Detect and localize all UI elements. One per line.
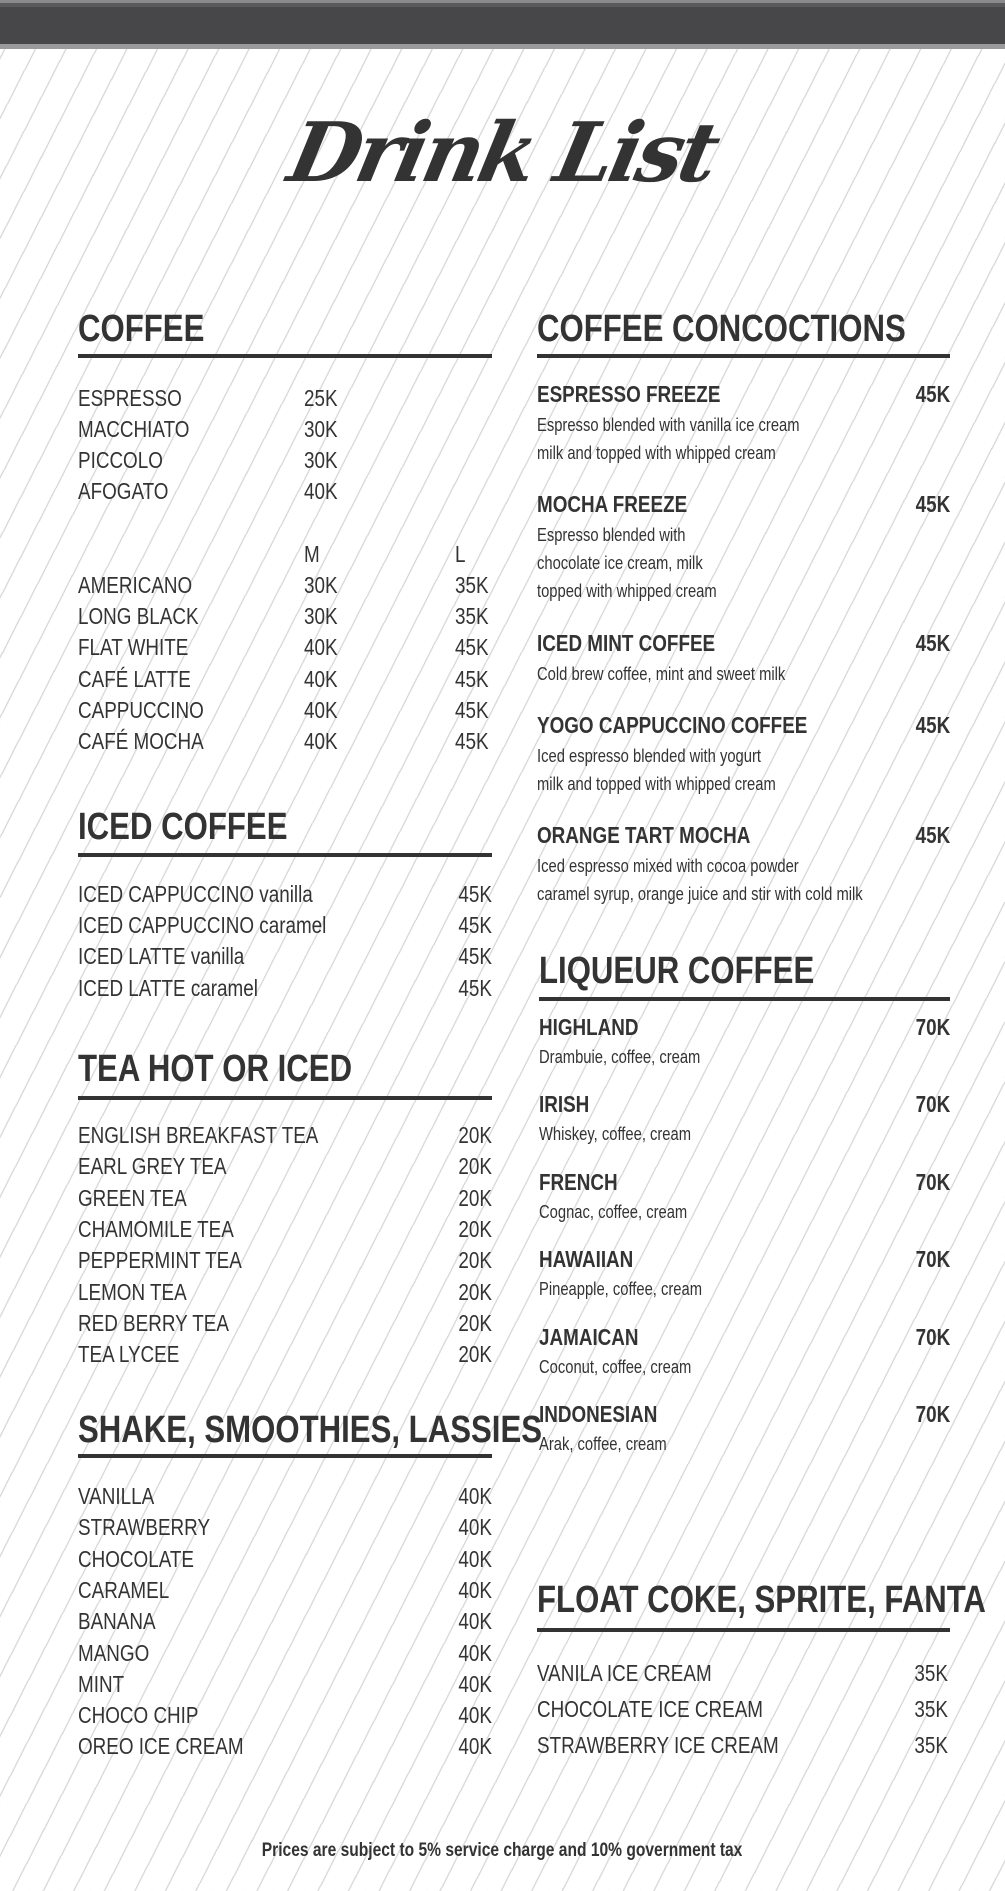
menu-item-name: CARAMEL	[78, 1576, 170, 1603]
menu-item-name: ICED CAPPUCCINO caramel	[78, 912, 327, 939]
menu-item-price: 40K	[304, 478, 338, 504]
menu-item-price: 45K	[458, 881, 492, 907]
top-banner	[0, 0, 1005, 49]
menu-item-price: 35K	[914, 1696, 948, 1722]
menu-item-description: chocolate ice cream, milk	[537, 553, 703, 573]
menu-item-name: ENGLISH BREAKFAST TEA	[78, 1122, 319, 1148]
section-heading-iced-coffee: ICED COFFEE	[78, 806, 288, 848]
menu-item-price-medium: 30K	[304, 603, 338, 630]
menu-item-name: ESPRESSO	[78, 385, 182, 411]
menu-item-name: STRAWBERRY	[78, 1514, 211, 1541]
menu-item-name: PICCOLO	[78, 447, 163, 473]
menu-item-price: 45K	[915, 491, 950, 517]
menu-item-price-medium: 30K	[304, 572, 338, 598]
menu-item-description: topped with whipped cream	[537, 581, 717, 601]
footer-note: Prices are subject to 5% service charge and 10% government tax	[262, 1840, 743, 1861]
menu-item-name: VANILA ICE CREAM	[537, 1660, 712, 1686]
menu-item-price-large: 45K	[455, 696, 489, 723]
menu-item-price: 45K	[915, 712, 950, 738]
menu-item-price: 40K	[458, 1514, 492, 1541]
menu-item-price: 20K	[458, 1215, 492, 1242]
section-heading-float: FLOAT COKE, SPRITE, FANTA	[537, 1579, 986, 1621]
menu-item-price: 20K	[458, 1341, 492, 1368]
menu-item-name: CHAMOMILE TEA	[78, 1215, 234, 1242]
menu-item-price: 30K	[304, 447, 338, 473]
menu-item-name: STRAWBERRY ICE CREAM	[537, 1732, 779, 1758]
section-heading-shakes: SHAKE, SMOOTHIES, LASSIES	[78, 1409, 543, 1451]
menu-item-name: JAMAICAN	[539, 1323, 639, 1350]
menu-item-price-medium: 40K	[304, 634, 338, 661]
menu-item-name: CHOCOLATE	[78, 1545, 194, 1572]
menu-item-price-medium: 40K	[304, 665, 338, 692]
menu-item-name: FLAT WHITE	[78, 634, 189, 661]
menu-item-price: 40K	[458, 1639, 492, 1666]
menu-item-name: GREEN TEA	[78, 1184, 187, 1211]
menu-item-price: 20K	[458, 1309, 492, 1336]
menu-item-name: VANILLA	[78, 1483, 155, 1509]
section-heading-tea: TEA HOT OR ICED	[78, 1048, 353, 1090]
menu-item-name: LONG BLACK	[78, 603, 199, 630]
menu-item-description: Whiskey, coffee, cream	[539, 1124, 692, 1145]
menu-item-price: 40K	[458, 1702, 492, 1729]
menu-item-name: YOGO CAPPUCCINO COFFEE	[537, 712, 808, 738]
menu-item-price: 45K	[915, 381, 950, 407]
section-divider	[537, 354, 950, 358]
menu-item-name: AMERICANO	[78, 572, 193, 598]
menu-item-price: 20K	[458, 1184, 492, 1211]
section-heading-coffee-concoctions: COFFEE CONCOCTIONS	[537, 308, 906, 350]
menu-item-price: 20K	[458, 1122, 492, 1148]
menu-item-price: 30K	[304, 416, 338, 442]
section-divider	[78, 1096, 492, 1100]
menu-item-name: CAFÉ LATTE	[78, 665, 191, 692]
menu-item-name: CHOCO CHIP	[78, 1702, 199, 1729]
menu-item-price: 70K	[915, 1014, 950, 1040]
menu-item-price: 45K	[458, 943, 492, 970]
menu-item-price: 70K	[915, 1401, 950, 1427]
menu-item-description: Iced espresso mixed with cocoa powder	[537, 856, 799, 876]
menu-item-name: EARL GREY TEA	[78, 1153, 227, 1180]
menu-item-name: TEA LYCEE	[78, 1341, 180, 1368]
menu-item-name: ICED CAPPUCCINO vanilla	[78, 881, 313, 907]
menu-item-description: Arak, coffee, cream	[539, 1434, 667, 1454]
menu-item-description: Iced espresso blended with yogurt	[537, 746, 762, 766]
section-heading-liqueur-coffee: LIQUEUR COFFEE	[539, 950, 815, 992]
menu-item-name: BANANA	[78, 1608, 156, 1635]
menu-item-name: ICED LATTE caramel	[78, 974, 258, 1001]
menu-item-description: milk and topped with whipped cream	[537, 774, 776, 794]
menu-item-name: HAWAIIAN	[539, 1246, 634, 1273]
menu-item-description: Drambuie, coffee, cream	[539, 1047, 701, 1067]
menu-item-price: 25K	[304, 385, 338, 411]
menu-item-price: 40K	[458, 1576, 492, 1603]
menu-item-name: ICED LATTE vanilla	[78, 943, 245, 970]
menu-item-price: 35K	[914, 1660, 948, 1686]
menu-item-description: Espresso blended with vanilla ice cream	[537, 415, 800, 435]
menu-item-price: 40K	[458, 1670, 492, 1697]
section-divider	[537, 1628, 950, 1632]
menu-item-price: 45K	[915, 630, 950, 656]
menu-item-price-large: 45K	[455, 634, 489, 661]
menu-item-price: 35K	[914, 1732, 948, 1758]
menu-item-price-medium: 40K	[304, 696, 338, 723]
menu-item-name: CAFÉ MOCHA	[78, 728, 204, 754]
menu-item-name: MACCHIATO	[78, 416, 190, 442]
section-divider	[78, 853, 492, 857]
section-heading-coffee: COFFEE	[78, 308, 205, 350]
section-divider	[78, 1454, 492, 1458]
menu-item-name: OREO ICE CREAM	[78, 1733, 244, 1760]
menu-item-price-large: 35K	[455, 603, 489, 630]
menu-item-price-large: 45K	[455, 665, 489, 692]
menu-item-price: 40K	[458, 1483, 492, 1509]
menu-item-price: 45K	[915, 822, 950, 848]
menu-item-name: PEPPERMINT TEA	[78, 1247, 242, 1274]
menu-item-price: 70K	[915, 1246, 950, 1273]
size-label-medium: M	[304, 541, 320, 567]
menu-item-name: FRENCH	[539, 1168, 618, 1195]
menu-item-name: RED BERRY TEA	[78, 1309, 229, 1336]
menu-item-name: CHOCOLATE ICE CREAM	[537, 1696, 763, 1722]
menu-item-price: 45K	[458, 912, 492, 939]
menu-title: Drink List	[280, 105, 725, 201]
menu-item-price: 70K	[915, 1168, 950, 1195]
menu-item-name: INDONESIAN	[539, 1401, 658, 1427]
menu-item-name: ORANGE TART MOCHA	[537, 822, 751, 848]
menu-item-name: AFOGATO	[78, 478, 169, 504]
menu-item-name: HIGHLAND	[539, 1014, 639, 1040]
menu-item-name: LEMON TEA	[78, 1278, 187, 1305]
menu-item-price-large: 45K	[455, 728, 489, 754]
menu-item-price: 40K	[458, 1608, 492, 1635]
menu-item-price: 20K	[458, 1247, 492, 1274]
section-divider	[539, 997, 950, 1001]
menu-item-name: ICED MINT COFFEE	[537, 630, 716, 656]
menu-item-price: 20K	[458, 1153, 492, 1180]
menu-item-price: 70K	[915, 1323, 950, 1350]
menu-item-price: 70K	[915, 1091, 950, 1118]
menu-item-description: Espresso blended with	[537, 525, 686, 545]
menu-item-name: CAPPUCCINO	[78, 696, 204, 723]
menu-item-price: 20K	[458, 1278, 492, 1305]
menu-item-description: caramel syrup, orange juice and stir with cold milk	[537, 884, 863, 904]
menu-item-price: 40K	[458, 1545, 492, 1572]
menu-item-price-large: 35K	[455, 572, 489, 598]
menu-item-description: Cold brew coffee, mint and sweet milk	[537, 664, 786, 684]
menu-item-price-medium: 40K	[304, 728, 338, 754]
size-label-large: L	[455, 541, 466, 567]
menu-item-name: MINT	[78, 1670, 125, 1697]
menu-item-name: ESPRESSO FREEZE	[537, 381, 721, 407]
menu-item-description: Cognac, coffee, cream	[539, 1201, 688, 1222]
menu-item-description: milk and topped with whipped cream	[537, 443, 776, 463]
menu-item-name: IRISH	[539, 1091, 590, 1118]
menu-item-name: MOCHA FREEZE	[537, 491, 688, 517]
section-divider	[78, 354, 492, 358]
menu-item-price: 45K	[458, 974, 492, 1001]
menu-item-name: MANGO	[78, 1639, 150, 1666]
menu-item-description: Coconut, coffee, cream	[539, 1356, 692, 1377]
menu-item-description: Pineapple, coffee, cream	[539, 1279, 703, 1300]
menu-item-price: 40K	[458, 1733, 492, 1760]
